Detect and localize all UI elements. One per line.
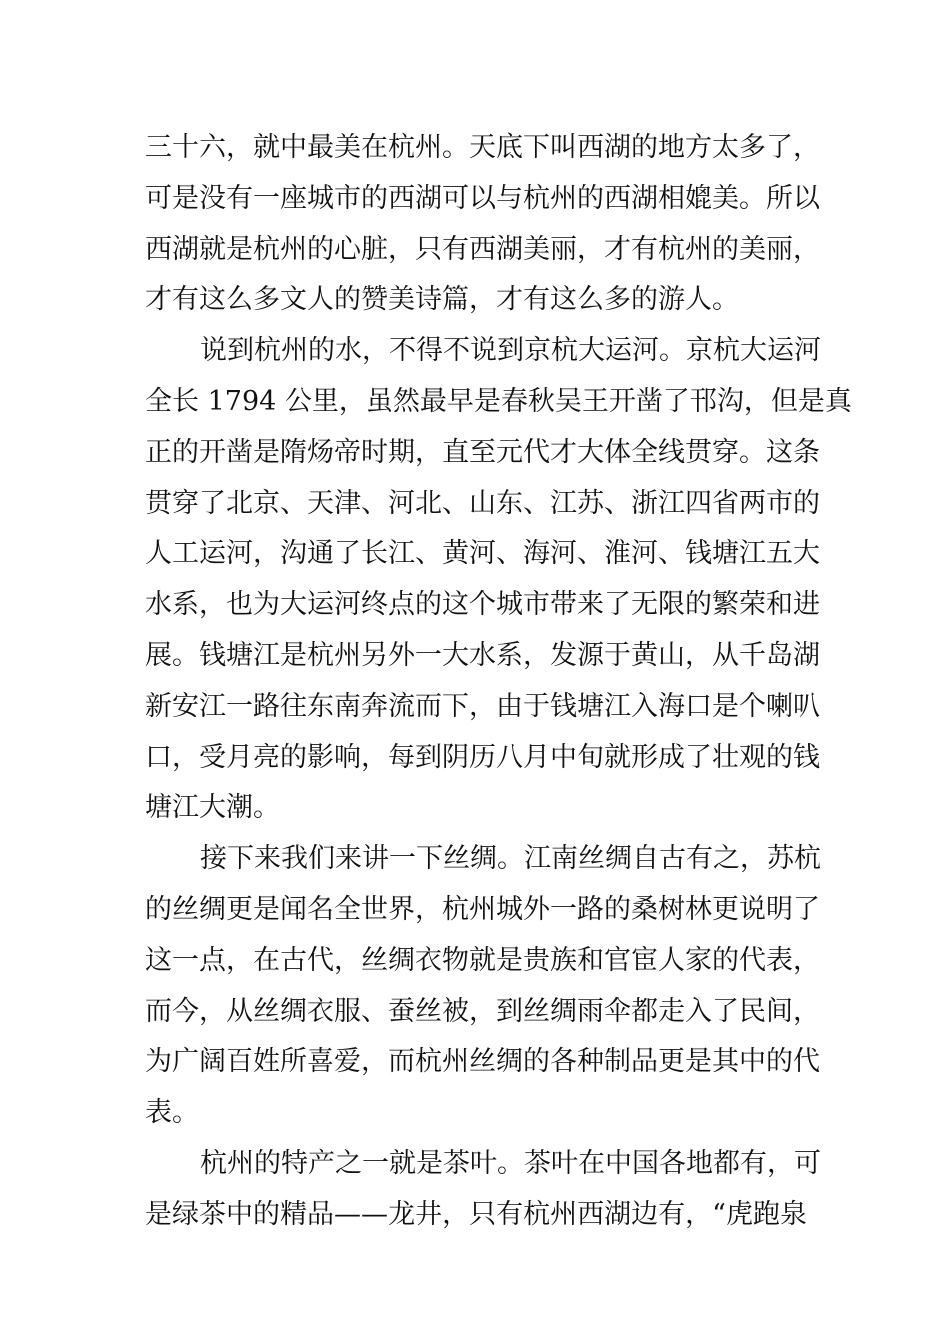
text-line: 水系，也为大运河终点的这个城市带来了无限的繁荣和进 <box>145 589 820 621</box>
text-line: 的丝绸更是闻名全世界，杭州城外一路的桑树林更说明了 <box>145 893 820 925</box>
text-line: 人工运河，沟通了长江、黄河、海河、淮河、钱塘江五大 <box>145 538 820 570</box>
text-line: 口，受月亮的影响，每到阴历八月中旬就形成了壮观的钱 <box>145 741 820 773</box>
paragraph-first-line: 接下来我们来讲一下丝绸。江南丝绸自古有之，苏杭 <box>200 843 821 875</box>
text-line: 才有这么多文人的赞美诗篇，才有这么多的游人。 <box>145 284 739 316</box>
text-line: 而今，从丝绸衣服、蚕丝被，到丝绸雨伞都走入了民间， <box>145 995 820 1027</box>
text-line: 表。 <box>145 1097 199 1129</box>
text-line: 贯穿了北京、天津、河北、山东、江苏、浙江四省两市的 <box>145 487 820 519</box>
body-text <box>145 123 852 1241</box>
text-line: 为广阔百姓所喜爱，而杭州丝绸的各种制品更是其中的代 <box>145 1046 820 1078</box>
text-line: 是绿茶中的精品——龙井，只有杭州西湖边有，“虎跑泉 <box>145 1198 807 1230</box>
paragraph-first-line: 说到杭州的水，不得不说到京杭大运河。京杭大运河 <box>200 335 821 367</box>
text-line: 可是没有一座城市的西湖可以与杭州的西湖相媲美。所以 <box>145 182 820 214</box>
text-line: 塘江大潮。 <box>145 792 280 824</box>
text-line: 正的开凿是隋炀帝时期，直至元代才大体全线贯穿。这条 <box>145 436 820 468</box>
text-line: 展。钱塘江是杭州另外一大水系，发源于黄山，从千岛湖 <box>145 639 820 671</box>
text-line: 这一点，在古代，丝绸衣物就是贵族和官宦人家的代表， <box>145 944 820 976</box>
paragraph-first-line: 杭州的特产之一就是茶叶。茶叶在中国各地都有，可 <box>200 1147 821 1179</box>
text-line: 全长 1794 公里，虽然最早是春秋吴王开凿了邗沟，但是真 <box>145 385 852 417</box>
text-line: 西湖就是杭州的心脏，只有西湖美丽，才有杭州的美丽， <box>145 233 820 265</box>
text-line: 三十六，就中最美在杭州。天底下叫西湖的地方太多了， <box>145 132 820 163</box>
text-line: 新安江一路往东南奔流而下，由于钱塘江入海口是个喇叭 <box>145 690 820 722</box>
